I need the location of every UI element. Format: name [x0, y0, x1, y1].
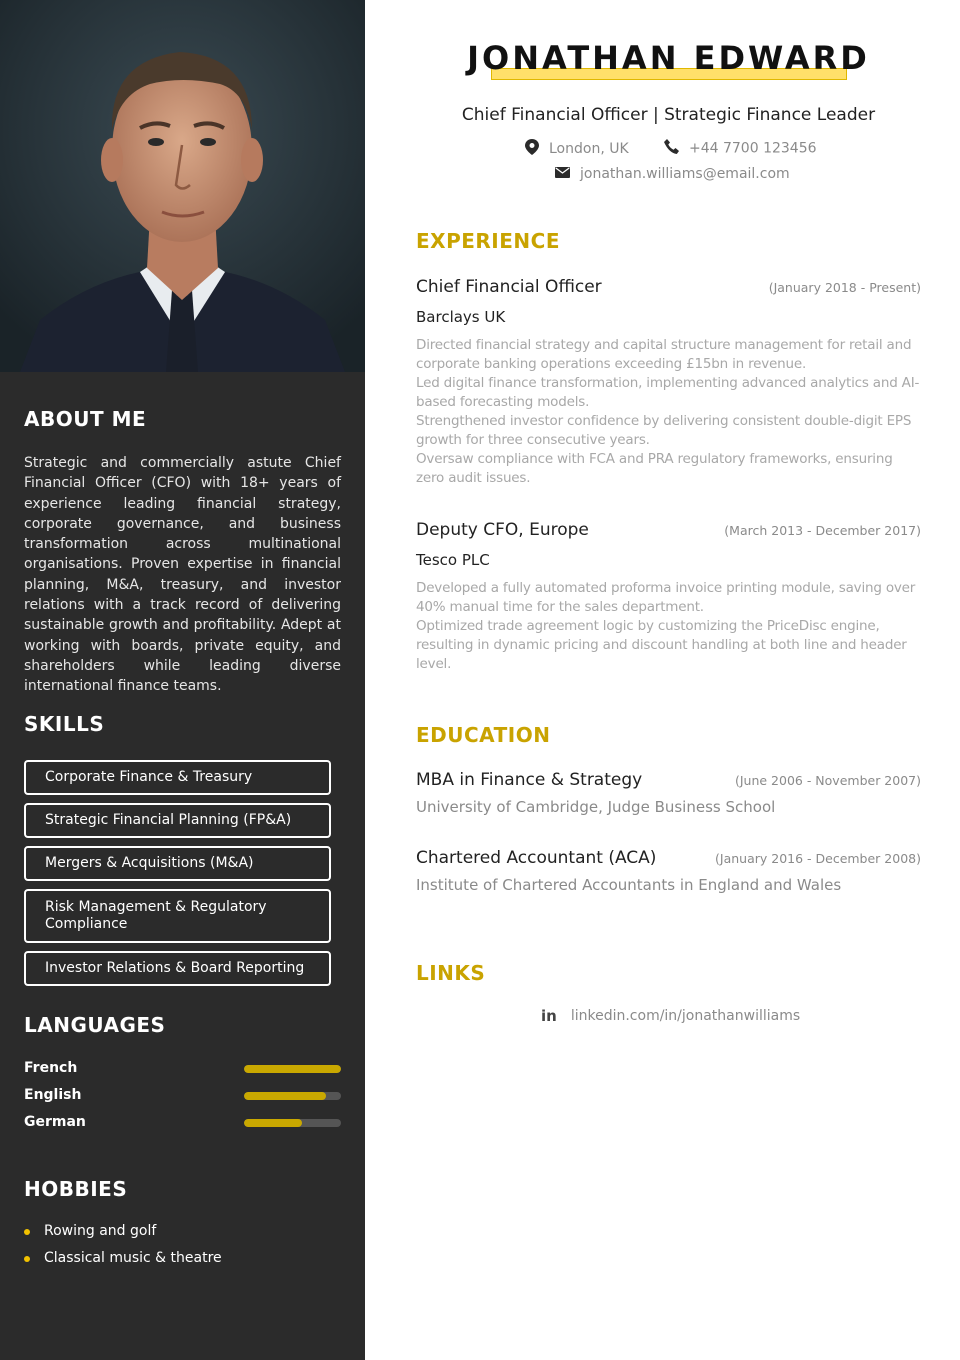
- skill-tag: Strategic Financial Planning (FP&A): [24, 803, 331, 838]
- linkedin-url[interactable]: linkedin.com/in/jonathanwilliams: [570, 1008, 801, 1024]
- school-name: Institute of Chartered Accountants in England and Wales: [416, 876, 842, 894]
- email-text[interactable]: jonathan.williams@email.com: [580, 166, 790, 182]
- language-level-fill: [244, 1119, 302, 1127]
- portrait-image: [0, 0, 365, 372]
- experience-heading: EXPERIENCE: [416, 229, 560, 253]
- language-level-fill: [244, 1065, 341, 1073]
- candidate-name: JONATHAN EDWARD: [467, 39, 870, 77]
- company-name: Barclays UK: [416, 308, 506, 326]
- linkedin-icon: in: [541, 1007, 557, 1025]
- achievement-item: Developed a fully automated proforma invoice printing module, saving over 40% manual time for the sales department.: [416, 580, 916, 615]
- language-name: English: [24, 1087, 82, 1103]
- education-dates: (January 2016 - December 2008): [715, 851, 921, 866]
- language-level-bar: [244, 1119, 341, 1127]
- location-text: London, UK: [549, 141, 629, 157]
- language-level-bar: [244, 1065, 341, 1073]
- language-level-bar: [244, 1092, 341, 1100]
- skill-tag: Risk Management & Regulatory Compliance: [24, 889, 331, 943]
- skills-heading: SKILLS: [24, 712, 105, 736]
- skills-list: [24, 760, 331, 994]
- education-dates: (June 2006 - November 2007): [734, 773, 921, 788]
- achievement-item: Directed financial strategy and capital structure management for retail and corporate banking operations exceeding £15bn in revenue.: [416, 337, 912, 372]
- links-heading: LINKS: [416, 961, 486, 985]
- achievement-item: Optimized trade agreement logic by customizing the PriceDisc engine, resulting in dynamic pricing and discount handling at both line and header level.: [416, 618, 907, 672]
- hobbies-heading: HOBBIES: [24, 1177, 128, 1201]
- job-achievements: [416, 336, 921, 488]
- email-icon: [555, 166, 570, 182]
- sidebar: [0, 0, 365, 1360]
- skill-tag: Corporate Finance & Treasury: [24, 760, 331, 795]
- hobbies-list: [24, 1223, 222, 1277]
- languages-heading: LANGUAGES: [24, 1013, 166, 1037]
- language-level-fill: [244, 1092, 326, 1100]
- skill-tag: Mergers & Acquisitions (M&A): [24, 846, 331, 881]
- language-item: [24, 1087, 341, 1114]
- phone-icon: [664, 139, 679, 158]
- profile-photo: [0, 0, 365, 372]
- header: [365, 40, 960, 76]
- degree-title: Chartered Accountant (ACA): [416, 848, 657, 868]
- language-item: [24, 1060, 341, 1087]
- email[interactable]: [555, 166, 790, 182]
- job-role: Chief Financial Officer | Strategic Finance Leader: [461, 105, 876, 125]
- job-entry: [416, 520, 921, 674]
- hobby-item: Classical music & theatre: [24, 1250, 222, 1277]
- achievement-item: Oversaw compliance with FCA and PRA regulatory frameworks, ensuring zero audit issues.: [416, 451, 893, 486]
- job-title: Chief Financial Officer: [416, 277, 602, 297]
- location-pin-icon: [525, 139, 539, 159]
- achievement-item: Strengthened investor confidence by delivering consistent double-digit EPS growth for three consecutive years.: [416, 413, 912, 448]
- education-entry: [416, 848, 921, 894]
- job-dates: (January 2018 - Present): [768, 280, 921, 295]
- main-content: [365, 0, 960, 1360]
- job-title: Deputy CFO, Europe: [416, 520, 589, 540]
- job-dates: (March 2013 - December 2017): [724, 523, 921, 538]
- education-heading: EDUCATION: [416, 723, 551, 747]
- about-text: Strategic and commercially astute Chief Financial Officer (CFO) with 18+ years of experience leading financial strategy, corporate governance, and business transformation across multinational organisations. Proven expertise in financial planning, M&A, treasury, and investor relations with a track record of delivering sustainable growth and profitability. Adept at working with boards, private equity, and shareholders while leading diverse international finance teams.: [24, 455, 341, 695]
- skill-tag: Investor Relations & Board Reporting: [24, 951, 331, 986]
- achievement-item: Led digital finance transformation, implementing advanced analytics and AI-based forecasting models.: [416, 375, 920, 410]
- degree-title: MBA in Finance & Strategy: [416, 770, 643, 790]
- company-name: Tesco PLC: [416, 551, 490, 569]
- languages-list: [24, 1060, 341, 1141]
- school-name: University of Cambridge, Judge Business School: [416, 798, 776, 816]
- language-name: French: [24, 1060, 78, 1076]
- linkedin-link[interactable]: [541, 1007, 800, 1025]
- phone: [664, 139, 817, 158]
- language-name: German: [24, 1114, 86, 1130]
- language-item: [24, 1114, 341, 1141]
- about-heading: ABOUT ME: [24, 407, 147, 431]
- phone-text: +44 7700 123456: [689, 140, 817, 157]
- education-entry: [416, 770, 921, 816]
- job-entry: [416, 277, 921, 488]
- location: [525, 139, 629, 159]
- job-achievements: [416, 579, 921, 674]
- hobby-item: Rowing and golf: [24, 1223, 222, 1250]
